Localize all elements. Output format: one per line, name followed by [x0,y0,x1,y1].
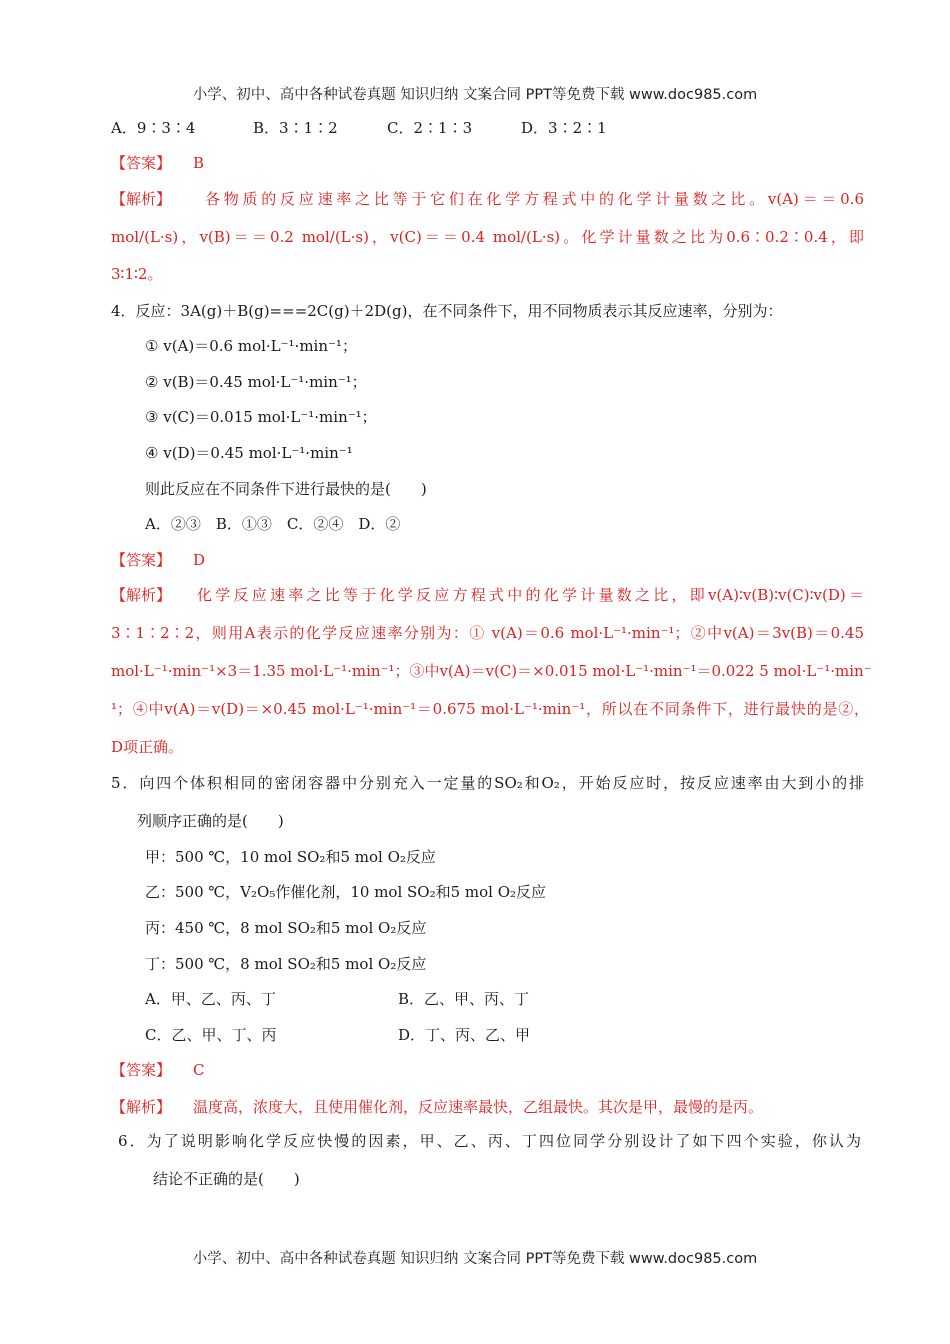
q4-analysis-line-5: D项正确。 [111,738,184,756]
answer-label: 【答案】 [111,1061,172,1079]
answer-value: D [193,551,206,569]
answer-label: 【答案】 [111,551,172,569]
q5-stem-line-2: 列顺序正确的是( ) [137,812,284,830]
q4-item-3: ③ v(C)＝0.015 mol·L⁻¹·min⁻¹； [145,408,377,426]
q6-stem-line-2: 结论不正确的是( ) [153,1170,300,1188]
q4-analysis-line-2: 3∶1∶2∶2，则用A表示的化学反应速率分别为：① v(A)＝0.6 mol·L⁻¹·min⁻¹；②中v(A)＝3v(B)＝0.45 [111,624,864,642]
q4-question: 则此反应在不同条件下进行最快的是( ) [145,480,427,498]
q4-analysis-line-4: ¹；④中v(A)＝v(D)＝×0.45 mol·L⁻¹·min⁻¹＝0.675 mol·L⁻¹·min⁻¹，所以在不同条件下，进行最快的是②， [111,700,869,718]
q3-option-a: A．9∶3∶4 [111,119,196,137]
q3-analysis-line-2: mol/(L·s)，v(B)＝＝0.2 mol/(L·s)，v(C)＝＝0.4 mol/(L·s)。化学计量数之比为0.6∶0.2∶0.4，即 [111,228,864,246]
q4-answer [111,550,205,570]
q3-analysis-line-1: 各物质的反应速率之比等于它们在化学方程式中的化学计量数之比。v(A)＝＝0.6 [205,190,864,208]
q3-analysis-line-3: 3∶1∶2。 [111,265,163,283]
page-header: 小学、初中、高中各种试卷真题 知识归纳 文案合同 PPT等免费下载 www.doc985.com [192,87,758,103]
q4-item-1: ① v(A)＝0.6 mol·L⁻¹·min⁻¹； [145,337,357,355]
answer-value: C [193,1061,205,1079]
q4-analysis-label: 【解析】 [111,586,172,604]
q5-option-d: D．丁、丙、乙、甲 [398,1026,531,1044]
q3-answer [111,153,204,173]
q3-option-d: D．3∶2∶1 [521,119,607,137]
q5-option-c: C．乙、甲、丁、丙 [145,1026,277,1044]
q5-option-b: B．乙、甲、丙、丁 [398,990,530,1008]
q4-analysis-line-3: mol·L⁻¹·min⁻¹×3＝1.35 mol·L⁻¹·min⁻¹；③中v(A)＝v(C)＝×0.015 mol·L⁻¹·min⁻¹＝0.022 5 mol·L⁻¹·min⁻ [111,662,872,680]
q4-stem: 4．反应：3A(g)＋B(g)===2C(g)＋2D(g)，在不同条件下，用不同物质表示其反应速率，分别为： [111,302,783,320]
analysis-label: 【解析】 [111,1098,172,1116]
q6-stem-line-1: 6．为了说明影响化学反应快慢的因素，甲、乙、丙、丁四位同学分别设计了如下四个实验，你认为 [118,1132,861,1150]
answer-value: B [193,154,205,172]
q5-option-a: A．甲、乙、丙、丁 [145,990,276,1008]
q5-item-bing: 丙：450 ℃，8 mol SO₂和5 mol O₂反应 [145,919,427,937]
q3-option-b: B．3∶1∶2 [253,119,338,137]
q5-stem-line-1: 5．向四个体积相同的密闭容器中分别充入一定量的SO₂和O₂，开始反应时，按反应速率由大到小的排 [111,774,864,792]
answer-label: 【答案】 [111,154,172,172]
q5-item-jia: 甲：500 ℃，10 mol SO₂和5 mol O₂反应 [145,848,436,866]
q3-analysis-label: 【解析】 [111,190,172,208]
q5-item-ding: 丁：500 ℃，8 mol SO₂和5 mol O₂反应 [145,955,427,973]
q3-option-c: C．2∶1∶3 [387,119,473,137]
q5-analysis [111,1097,763,1117]
page-footer: 小学、初中、高中各种试卷真题 知识归纳 文案合同 PPT等免费下载 www.doc985.com [192,1251,758,1267]
q4-options: A．②③ B．①③ C．②④ D．② [145,515,401,533]
analysis-text: 温度高，浓度大，且使用催化剂，反应速率最快，乙组最快。其次是甲，最慢的是丙。 [193,1098,764,1116]
q5-item-yi: 乙：500 ℃，V₂O₅作催化剂，10 mol SO₂和5 mol O₂反应 [145,883,547,901]
q5-answer [111,1060,205,1080]
q4-item-2: ② v(B)＝0.45 mol·L⁻¹·min⁻¹； [145,373,367,391]
q4-item-4: ④ v(D)＝0.45 mol·L⁻¹·min⁻¹ [145,444,353,462]
q4-analysis-line-1: 化学反应速率之比等于化学反应方程式中的化学计量数之比，即v(A)∶v(B)∶v(C)∶v(D)＝ [197,586,864,604]
